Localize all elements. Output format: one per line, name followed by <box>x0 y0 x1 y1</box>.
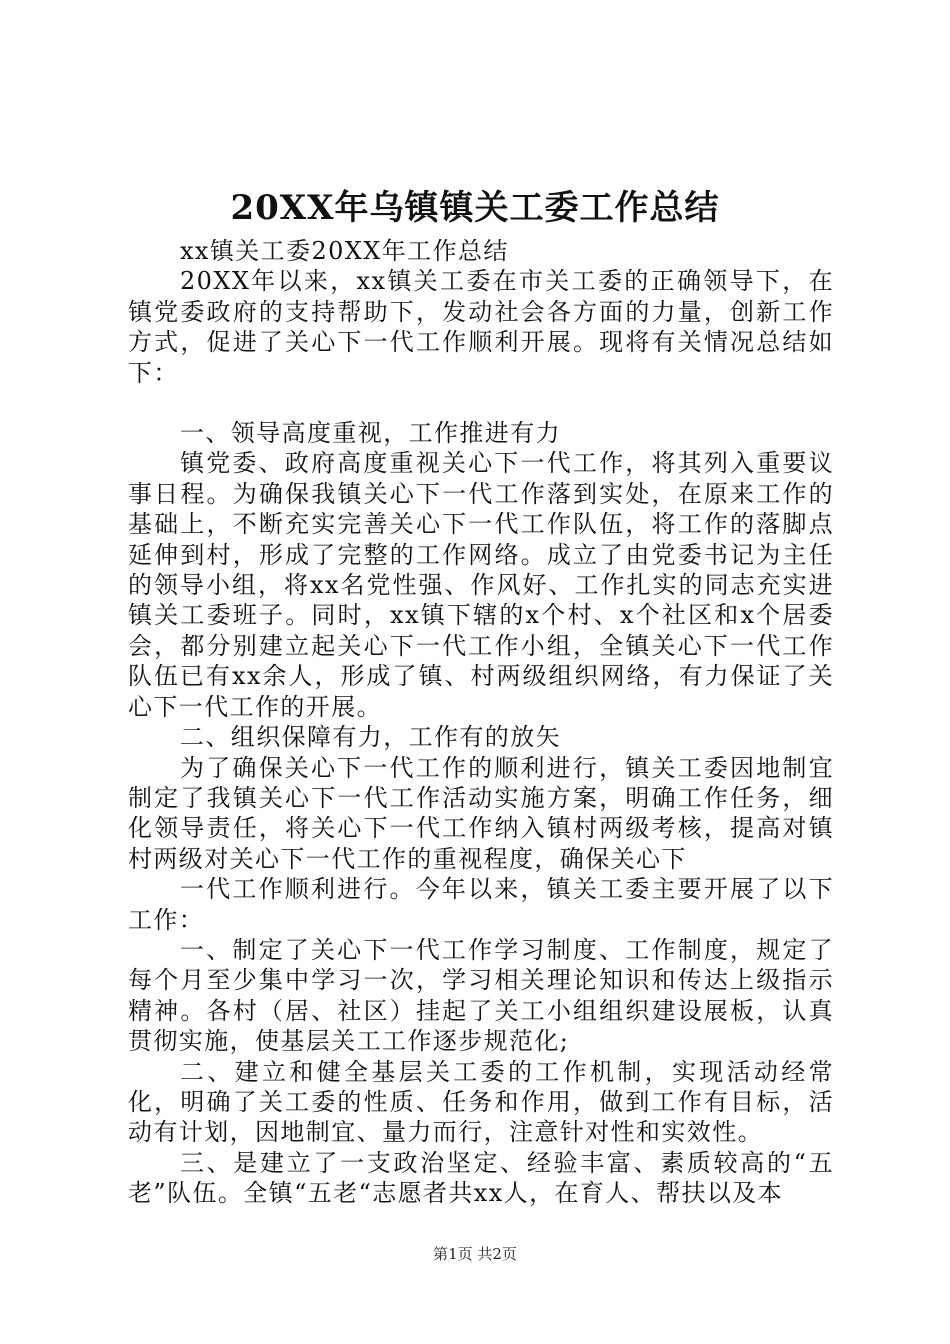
section-heading-1: 一、领导高度重视，工作推进有力 <box>180 419 561 448</box>
list-item-paragraph: 三、是建立了一支政治坚定、经验丰富、素质较高的“五老”队伍。全镇“五老“志愿者共xx人，在育人、帮扶以及本 <box>128 1148 834 1208</box>
document-title: 20XX年乌镇镇关工委工作总结 <box>230 188 720 228</box>
section-heading-2: 二、组织保障有力，工作有的放矢 <box>180 723 561 752</box>
body-paragraph: 镇党委、政府高度重视关心下一代工作，将其列入重要议事日程。为确保我镇关心下一代工作落到实处，在原来工作的基础上，不断充实完善关心下一代工作队伍，将工作的落脚点延伸到村，形成了完整的工作网络。成立了由党委书记为主任的领导小组，将xx名党性强、作风好、工作扎实的同志充实进镇关工委班子。同时，xx镇下辖的x个村、x个社区和x个居委会，都分别建立起关心下一代工作小组，全镇关心下一代工作队伍已有xx余人，形成了镇、村两级组织网络，有力保证了关心下一代工作的开展。 <box>128 449 834 721</box>
body-paragraph: 一代工作顺利进行。今年以来，镇关工委主要开展了以下工作： <box>128 875 834 934</box>
page-number-footer: 第1页 共2页 <box>433 1245 517 1263</box>
list-item-paragraph: 一、制定了关心下一代工作学习制度、工作制度，规定了每个月至少集中学习一次，学习相关理论知识和传达上级指示精神。各村（居、社区）挂起了关工小组组织建设展板，认真贯彻实施，使基层关工工作逐步规范化; <box>128 935 834 1056</box>
body-paragraph: 为了确保关心下一代工作的顺利进行，镇关工委因地制宜制定了我镇关心下一代工作活动实施方案，明确工作任务，细化领导责任，将关心下一代工作纳入镇村两级考核，提高对镇村两级对关心下一代工作的重视程度，确保关心下 <box>128 753 834 873</box>
subtitle-paragraph: xx镇关工委20XX年工作总结 <box>180 237 509 265</box>
list-item-paragraph: 二、建立和健全基层关工委的工作机制，实现活动经常化，明确了关工委的性质、任务和作用，做到工作有目标，活动有计划，因地制宜、量力而行，注意针对性和实效性。 <box>128 1057 834 1147</box>
document-body <box>128 236 834 1209</box>
intro-paragraph: 20XX年以来，xx镇关工委在市关工委的正确领导下，在镇党委政府的支持帮助下，发动社会各方面的力量，创新工作方式，促进了关心下一代工作顺利开展。现将有关情况总结如下： <box>128 267 834 387</box>
